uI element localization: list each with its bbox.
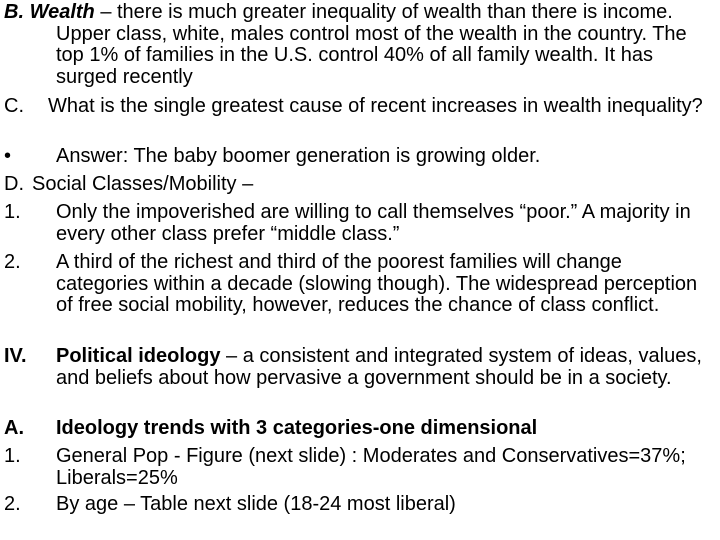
item-label: D.	[4, 173, 24, 195]
item-text	[4, 346, 716, 389]
item-text	[4, 418, 716, 440]
item-label: 2.	[4, 251, 21, 273]
term-ideology-trends: Ideology trends with 3 categories-one dimensional	[56, 417, 538, 439]
item-body: Only the impoverished are willing to call themselves “poor.” A majority in every other class prefer “middle class.”	[56, 201, 691, 245]
item-text	[4, 2, 716, 88]
item-text	[4, 96, 716, 118]
list-item-political-ideology	[4, 346, 716, 389]
item-text	[4, 252, 716, 317]
item-label: C.	[4, 95, 24, 117]
item-body: A third of the richest and third of the poorest families will change categories within a decade (slowing though). The widespread perception of free social mobility, however, reduces the chance of class conflict.	[56, 251, 698, 316]
term-wealth: Wealth	[29, 1, 95, 23]
item-label: B.	[4, 1, 30, 23]
list-item-impoverished	[4, 202, 716, 245]
item-label: 2.	[4, 493, 21, 515]
list-item-by-age	[4, 494, 716, 516]
item-label: IV.	[4, 345, 27, 367]
item-body: General Pop - Figure (next slide) : Moderates and Conservatives=37%; Liberals=25%	[56, 445, 686, 489]
list-item-answer	[4, 146, 716, 168]
term-political-ideology: Political ideology	[56, 345, 221, 367]
item-body: What is the single greatest cause of recent increases in wealth inequality?	[48, 95, 703, 117]
item-text	[4, 174, 716, 196]
item-text	[4, 494, 716, 516]
list-item-mobility	[4, 252, 716, 317]
item-body: Social Classes/Mobility –	[32, 173, 254, 195]
list-item-social-classes	[4, 174, 716, 196]
list-item-wealth	[4, 2, 716, 88]
bullet-icon: •	[4, 145, 12, 167]
item-body: Answer: The baby boomer generation is growing older.	[56, 145, 541, 167]
item-text	[4, 202, 716, 245]
item-label: A.	[4, 417, 24, 439]
list-item-general-pop	[4, 446, 716, 489]
item-body: – a consistent and integrated system of ideas, values, and beliefs about how pervasive a government should be in a society.	[56, 345, 702, 389]
item-label: 1.	[4, 201, 21, 223]
item-label: 1.	[4, 445, 21, 467]
item-body: – there is much greater inequality of wealth than there is income. Upper class, white, males control most of the wealth in the country. The top 1% of families in the U.S. control 40% of all family wealth. It has surged recently	[56, 1, 687, 88]
item-body: By age – Table next slide (18-24 most liberal)	[56, 493, 456, 515]
list-item-question	[4, 96, 716, 118]
list-item-ideology-trends	[4, 418, 716, 440]
item-text	[4, 146, 716, 168]
item-text	[4, 446, 716, 489]
